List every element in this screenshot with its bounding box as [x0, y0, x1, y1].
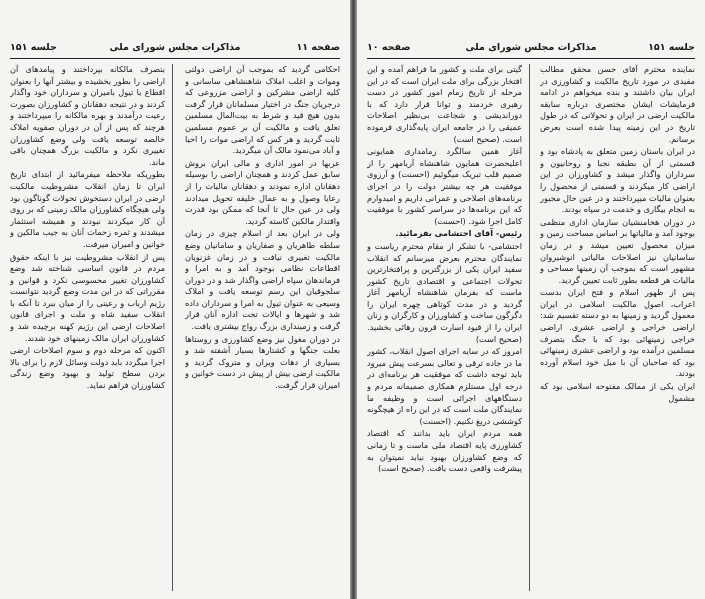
- paragraph: در دوران هخامنشیان سازمان اداری منظمی بوجود آمد و مالیاتها بر اساس مساحت زمین و میزان محصول تعیین میشد و در زمان ساسانیان نیز اصلاحات مالیاتی انوشیروان مشهور است که بموجب آن زمینها مساحی و مالیات هر قطعه بطور ثابت تعیین گردید.: [540, 216, 695, 285]
- paragraph: بتصرف مالکانه بپرداختند و پیامدهای آن اراضی را بطور بخشیده و بیشتر آنها را بعنوان اقطاع یا تیول بامیران و سرداران خود واگذار کردند و در نتیجه دهقانان و کشاورزان بصورت رعیت درآمدند و بهره مالکانه را میپرداختند و هرچند که پس از آن در دوران صفویه املاک خالصه توسعه یافت ولی وضع کشاورزان تغییری نکرد و مالکیت بزرگ همچنان باقی ماند.: [10, 64, 165, 167]
- paragraph: در دوران مغول نیز وضع کشاورزی و روستاها بعلت جنگها و کشتارها بسیار آشفته شد و بسیاری از دهات ویران و متروک گردید و مالکیت ارضی بیش از پیش در دست خوانین و امیران قرار گرفت.: [185, 333, 340, 391]
- paragraph: نماینده محترم آقای حسن محقق مطالب مفیدی در مورد تاریخ مالکیت و کشاورزی در ایران بیان داشتند و بنده میخواهم در ادامه فرمایشات ایشان مختصری درباره سابقه مالکیت ارضی در ایران و تحولاتی که در طول تاریخ در این زمینه پیدا شده است بعرض برسانم.: [540, 64, 695, 144]
- right-page-right-column: [540, 64, 695, 591]
- book-gutter: [350, 0, 357, 599]
- column-divider: [529, 64, 530, 591]
- right-page-columns: [367, 64, 695, 591]
- left-page-left-column: [10, 64, 165, 591]
- paragraph: در ایران باستان زمین متعلق به پادشاه بود و قسمتی از آن بطبقه نجبا و روحانیون و سرداران واگذار میشد و کشاورزان در این اراضی کار میکردند و قسمتی از محصول را بعنوان مالیات میپرداختند و در عین حال مجبور به انجام بیگاری و خدمت در سپاه بودند.: [540, 146, 695, 215]
- left-page-right-column: [185, 64, 340, 591]
- paragraph: اکنون که مرحله دوم و سوم اصلاحات ارضی اجرا میگردد باید دولت وسائل لازم را برای بالا بردن سطح تولید و بهبود وضع زندگی کشاورزان فراهم نماید.: [10, 345, 165, 391]
- paragraph: امروز که در سایه اجرای اصول انقلاب، کشور ما در جاده ترقی و تعالی بسرعت پیش میرود باید توجه داشت که موفقیت هر برنامه‌ای در درجه اول مستلزم همکاری صمیمانه مردم و دستگاههای اجرائی است و وظیفه ما نمایندگان ملت است که در این راه از هیچگونه کوششی دریغ نکنیم. (احسنت): [367, 346, 522, 426]
- paragraph: آغاز همین سالگرد زمامداری همایونی اعلیحضرت همایون شاهنشاه آریامهر را از صمیم قلب تبریک میگوئیم (احسنت) و آرزوی موفقیت هر چه بیشتر دولت را در اجرای برنامه‌های اصلاحی و عمرانی داریم و امیدوارم که این برنامه‌ها در سراسر کشور با موفقیت کامل اجرا شود. (احسنت): [367, 146, 522, 226]
- left-page-title: مذاکرات مجلس شورای ملی: [109, 42, 241, 53]
- right-page-session: جلسه ۱۵۱: [648, 42, 695, 53]
- column-divider: [172, 64, 173, 591]
- right-page-number: صفحه ۱۰: [367, 42, 411, 53]
- left-page-number: صفحه ۱۱: [296, 42, 340, 53]
- paragraph: همه مردم ایران باید بدانند که اقتصاد کشاورزی پایه اقتصاد ملی ماست و تا زمانی که وضع کشاورزان بهبود نیابد نمیتوان به پیشرفت واقعی دست یافت. (صحیح است): [367, 428, 522, 474]
- paragraph: گیتی برای ملت و کشور ما فراهم آمده و این افتخار بزرگی برای ملت ایران است که در این مرحله از تاریخ زمام امور کشور در دست رهبری خردمند و توانا قرار دارد که با دوراندیشی و شجاعت بی‌نظیر اصلاحات عمیقی را در جامعه ایران پایه‌گذاری فرموده است. (صحیح است): [367, 64, 522, 144]
- right-page-left-column: [367, 64, 522, 591]
- speaker-line: رئیس- آقای احتشامی بفرمائید.: [395, 228, 522, 239]
- left-page-columns: [10, 64, 340, 591]
- paragraph: احکامی گردید که بموجب آن اراضی دولتی وموات و اغلب املاک شاهنشاهی ساسانی و کلیه اراضی مشرکین و اراضی مزروعی که درجریان جنگ در اختیار مسلمانان قرار گرفت بدون هیچ قید و شرط به بیت‌المال مسلمین تعلق یافت و مالکیت آن بر عموم مسلمین ثابت گردید و هر کس که اراضی موات را احیا و آباد می‌نمود مالک آن میگردید.: [185, 64, 340, 156]
- paragraph: ولی در ایران بعد از اسلام چیزی در زمان سلطه طاهریان و صفاریان و سامانیان وضع مالکیت تغییری نیافت و در زمان غزنویان اقطاعات نظامی بوجود آمد و به امرا و فرماندهان سپاه اراضی واگذار شد و در دوران سلجوقیان این رسم توسعه یافت و املاک وسیعی به عنوان تیول به امرا و سرداران داده شد و شهرها و ایالات تحت اداره آنان قرار گرفت و زمینداری بزرگ رواج بیشتری یافت.: [185, 228, 340, 332]
- paragraph: عربها در امور اداری و مالی ایران بروش سابق عمل کردند و همچنان اراضی را بوسیله دهقانان اداره نمودند و دهقانان مالیات را از رعایا وصول و به عمال خلیفه تحویل میدادند ولی در عین حال تا آنجا که ممکن بود قدرت واقتدار مالکین کاسته گردید.: [185, 157, 340, 226]
- paragraph: ایران یکی از ممالک مفتوحه اسلامی بود که مشمول: [540, 381, 695, 403]
- paragraph: احتشامی- با تشکر از مقام محترم ریاست و نمایندگان محترم بعرض میرسانم که انقلاب سفید ایران یکی از بزرگترین و پرافتخارترین تحولات اجتماعی و اقتصادی تاریخ کشور ماست که بفرمان شاهنشاه آریامهر آغاز گردید و در مدت کوتاهی چهره ایران را دگرگون ساخت و کشاورزان و کارگران و زنان ایران را از قیود اسارت قرون رهائی بخشید. (صحیح است): [367, 240, 522, 344]
- left-page: [0, 0, 350, 599]
- right-page-header: [367, 38, 695, 59]
- paragraph: پس از انقلاب مشروطیت نیز با اینکه حقوق مردم در قانون اساسی شناخته شد وضع کشاورزان تغییر محسوسی نکرد و قوانین و مقرراتی که در این مدت وضع گردید نتوانست رژیم ارباب و رعیتی را از میان ببرد تا آنکه با انقلاب سفید شاه و ملت و اجرای قانون اصلاحات ارضی این رژیم کهنه برچیده شد و کشاورزان ایران مالک زمینهای خود شدند.: [10, 251, 165, 343]
- paragraph: پس از ظهور اسلام و فتح ایران بدست اعراب، اصول مالکیت اسلامی در ایران معمول گردید و زمینها به دو دسته تقسیم شد: اراضی خراجی و اراضی عشری. اراضی خراجی زمینهائی بود که با جنگ بتصرف مسلمین درآمده بود و اراضی عشری زمینهائی بود که صاحبان آن با میل خود اسلام آورده بودند.: [540, 287, 695, 379]
- left-page-session: جلسه ۱۵۱: [10, 42, 57, 53]
- paragraph: بطوریکه ملاحظه میفرمائید از ابتدای تاریخ ایران تا زمان انقلاب مشروطیت مالکیت ارضی در ایران دستخوش تحولات گوناگون بود ولی هیچگاه کشاورزان مالک زمینی که بر روی آن کار میکردند نبودند و همیشه استثمار میشدند و ثمره زحمات آنان به جیب مالکین و خوانین و امیران میرفت.: [10, 169, 165, 249]
- left-page-header: [10, 38, 340, 59]
- right-page: [357, 0, 705, 599]
- right-page-title: مذاکرات مجلس شورای ملی: [465, 42, 597, 53]
